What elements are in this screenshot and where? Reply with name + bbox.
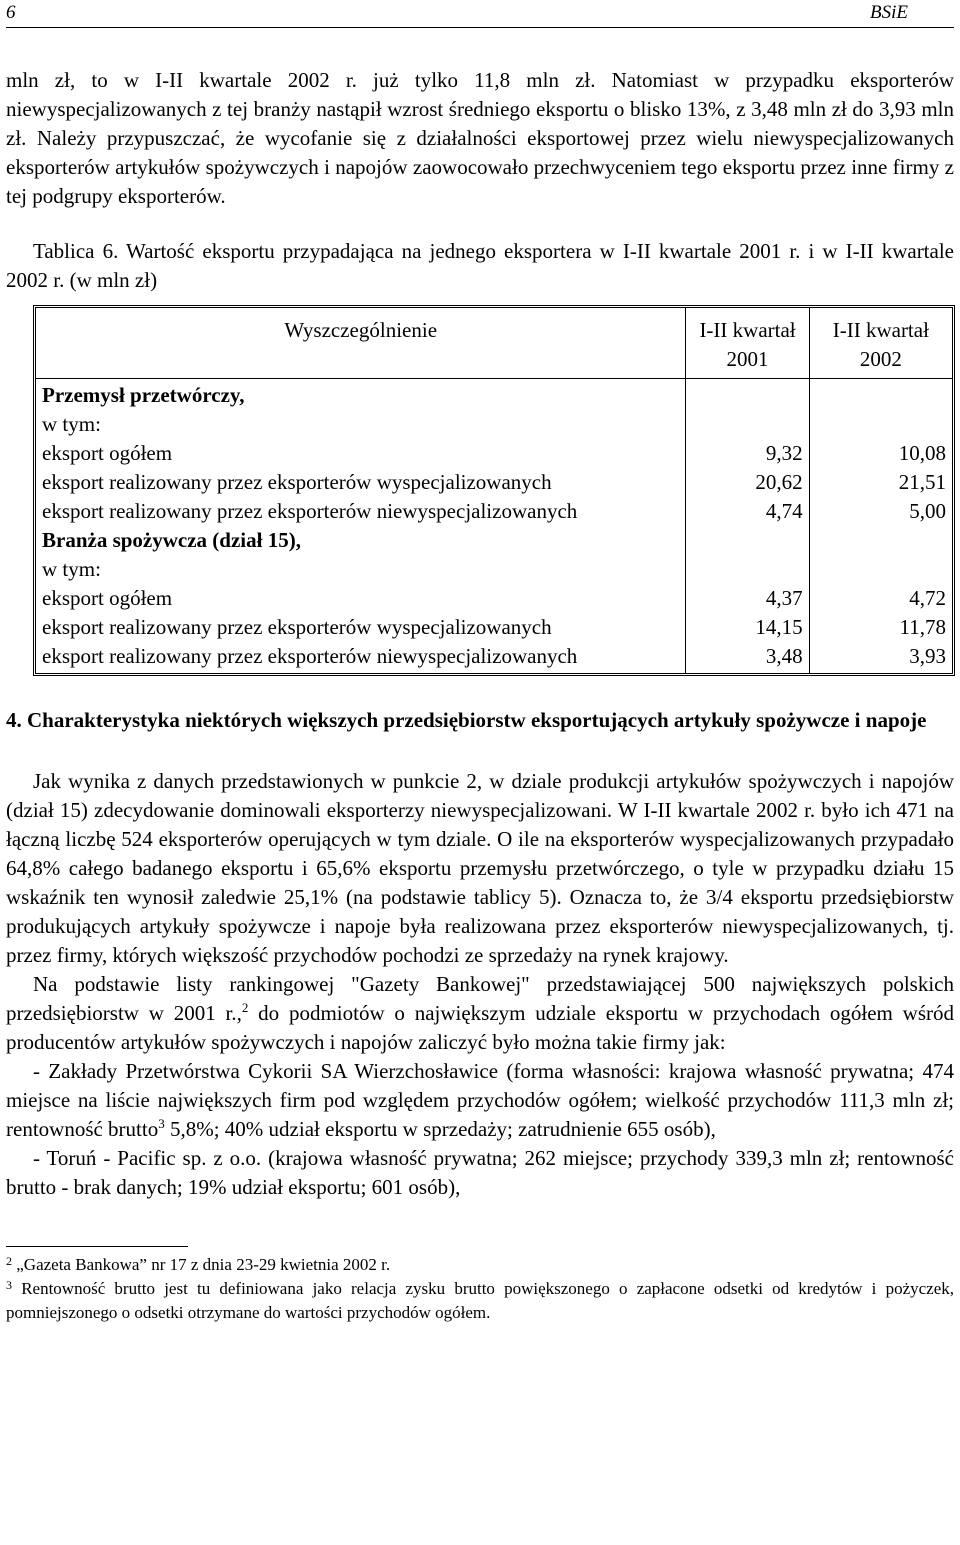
row-label: eksport realizowany przez eksporterów niewyspecjalizowanych [42, 644, 578, 668]
company-item-text-b: 5,8%; 40% udział eksportu w sprzedaży; zatrudnienie 655 osób), [164, 1117, 716, 1141]
footnote-text: Rentowność brutto jest tu definiowana jako relacja zysku brutto powiększonego o zapłacone odsetki od kredytów i pożyczek, pomniejszonego o odsetki otrzymane do wartości przychodów ogółem. [6, 1279, 954, 1322]
row-label: eksport ogółem [42, 441, 173, 465]
table-header-row [36, 308, 952, 379]
header-rule [6, 27, 954, 28]
header-description: Wyszczególnienie [36, 308, 686, 379]
cell-value: 20,62 [755, 470, 803, 494]
group-subtitle: w tym: [42, 557, 101, 581]
group-row [36, 526, 952, 673]
section-paragraph-ranking [6, 970, 954, 1057]
ranking-text-a: Na podstawie listy rankingowej "Gazety Bankowej" przedstawiającej 500 największych polskich przedsiębiorstw w 2001 r., [6, 972, 954, 1025]
company-item-text-a: - Zakłady Przetwórstwa Cykorii SA Wierzchosławice (forma własności: krajowa własność prywatna; 474 miejsce na liście największych firm pod względem przychodów ogółem; wielkość przychodów 111,3 mln zł; rentowność brutto [6, 1059, 954, 1141]
cell-value: 3,48 [765, 644, 803, 668]
company-item [6, 1057, 954, 1144]
footnote-ref[interactable]: 2 [241, 1000, 249, 1015]
cell-value: 4,74 [765, 499, 803, 523]
footnote [6, 1253, 954, 1277]
journal-title: BSiE [870, 2, 908, 23]
footnote-rule [6, 1246, 188, 1247]
footnote-text: „Gazeta Bankowa” nr 17 z dnia 23-29 kwietnia 2002 r. [16, 1255, 391, 1274]
section-paragraph: Jak wynika z danych przedstawionych w punkcie 2, w dziale produkcji artykułów spożywczych i napojów (dział 15) zdecydowanie dominowali eksporterzy niewyspecjalizowani. W I-II kwartale 2002 r. było ich 471 na łączną liczbę 524 eksporterów operujących w tym dziale. O ile na eksporterów wyspecjalizowanych przypadało 64,8% całego badanego eksportu i 65,6% eksportu przemysłu przetwórczego, o tyle w przypadku działu 15 wskaźnik ten wynosił zaledwie 25,1% (na podstawie tablicy 5). Oznacza to, że 3/4 eksportu przedsiębiorstw produkujących artykuły spożywcze i napoje była realizowana przez eksporterów niewyspecjalizowanych, tj. przez firmy, których większość przychodów pochodzi ze sprzedaży na rynek krajowy. [6, 769, 954, 967]
document-page [6, 0, 954, 1325]
footnote [6, 1277, 954, 1325]
cell-value: 11,78 [899, 615, 946, 639]
cell-value: 21,51 [898, 470, 946, 494]
company-item: - Toruń - Pacific sp. z o.o. (krajowa własność prywatna; 262 miejsce; przychody 339,3 mln zł; rentowność brutto - brak danych; 19% udział eksportu; 601 osób), [6, 1146, 954, 1199]
group-row [36, 379, 952, 526]
row-label: eksport ogółem [42, 586, 173, 610]
intro-paragraph: mln zł, to w I-II kwartale 2002 r. już tylko 11,8 mln zł. Natomiast w przypadku eksporterów niewyspecjalizowanych z tej branży nastąpił wzrost średniego eksportu o blisko 13%, z 3,48 mln zł do 3,93 mln zł. Należy przypuszczać, że wycofanie się z działalności eksportowej przez wielu niewyspecjalizowanych eksporterów artykułów spożywczych i napojów zaowocowało przechwyceniem tego eksportu przez inne firmy z tej podgrupy eksporterów. [6, 68, 954, 208]
row-label: eksport realizowany przez eksporterów wyspecjalizowanych [42, 470, 552, 494]
row-label: eksport realizowany przez eksporterów niewyspecjalizowanych [42, 499, 578, 523]
cell-value: 4,37 [765, 586, 803, 610]
header-2002: I-II kwartał 2002 [810, 308, 952, 379]
cell-value: 9,32 [765, 441, 803, 465]
cell-value: 14,15 [755, 615, 803, 639]
footnote-ref[interactable]: 3 [158, 1116, 165, 1131]
cell-value: 4,72 [909, 586, 946, 610]
cell-value: 5,00 [909, 499, 946, 523]
footnote-mark: 2 [6, 1254, 12, 1268]
ranking-text-b: do podmiotów o największym udziale eksportu w przychodach ogółem wśród producentów artykułów spożywczych i napojów zaliczyć było można takie firmy jak: [6, 1001, 955, 1054]
data-table [33, 305, 955, 676]
page-header [6, 0, 954, 38]
row-label: eksport realizowany przez eksporterów wyspecjalizowanych [42, 615, 552, 639]
footnote-mark: 3 [6, 1278, 12, 1292]
section-heading: 4. Charakterystyka niektórych większych przedsiębiorstw eksportujących artykuły spożywcze i napoje [6, 708, 927, 732]
group-name: Przemysł przetwórczy, [42, 383, 245, 407]
header-2001: I-II kwartał 2001 [686, 308, 809, 379]
group-name: Branża spożywcza (dział 15), [42, 528, 301, 552]
cell-value: 10,08 [898, 441, 946, 465]
table-caption: Tablica 6. Wartość eksportu przypadająca na jednego eksportera w I-II kwartale 2001 r. i w I-II kwartale 2002 r. (w mln zł) [6, 239, 954, 292]
page-number: 6 [6, 2, 16, 23]
group-subtitle: w tym: [42, 412, 101, 436]
cell-value: 3,93 [909, 644, 946, 668]
